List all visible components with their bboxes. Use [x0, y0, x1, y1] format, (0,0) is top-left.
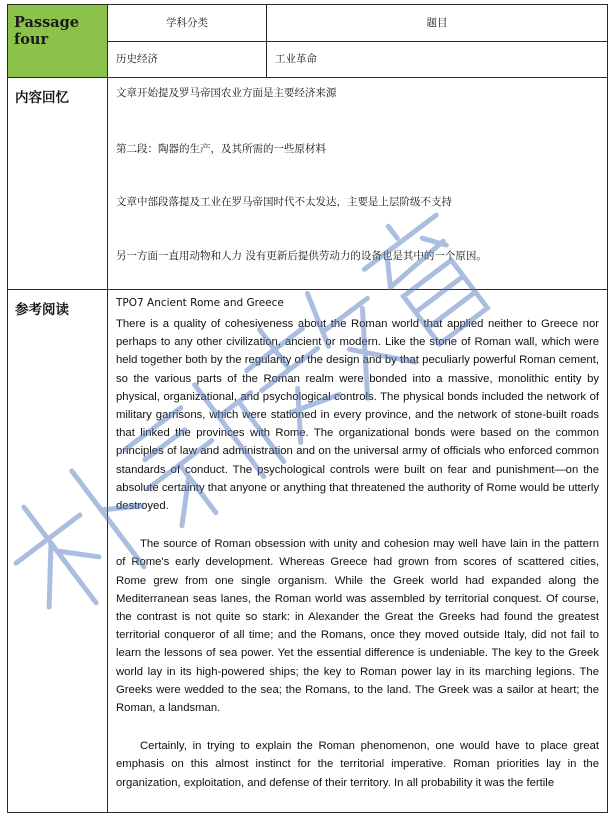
reading-content — [108, 290, 608, 813]
recall-line: 第二段：陶器的生产，及其所需的一些原材料 — [116, 143, 326, 155]
reading-paragraph: There is a quality of cohesiveness about the Roman world that applied neither to Greece nor perhaps to any other civilization, ancient or modern. Like the stone of Roman wall, which were held together both by the regularity of the design and by that peculiarly powerful Roman cement, so the various parts of the Roman realm were bonded into a massive, monolithic entity by physical, organizational, and psychological controls. The physical bonds included the network of military garrisons, which were stationed in every province, and the network of stone-built roads that linked the provinces with Rome. The organizational bonds were based on the common principles of law and administration and on the universal army of officials who enforced common standards of conduct. The psychological controls were built on fear and punishment—on the absolute certainty that anyone or anything that threatened the authority of Rome would be utterly destroyed. — [116, 318, 599, 513]
header-row — [8, 5, 608, 42]
reading-section-label: 参考阅读 — [8, 290, 108, 813]
passage-label: Passage four — [8, 5, 108, 78]
recall-row — [8, 78, 608, 290]
reading-row — [8, 290, 608, 813]
passage-table — [7, 4, 608, 813]
recall-section-label: 内容回忆 — [8, 78, 108, 290]
topic-value: 工业革命 — [267, 42, 608, 78]
recall-content — [108, 78, 608, 290]
category-value: 历史经济 — [108, 42, 267, 78]
recall-line: 文章中部段落提及工业在罗马帝国时代不太发达，主要是上层阶级不支持 — [116, 196, 452, 208]
reading-title: TPO7 Ancient Rome and Greece — [116, 297, 284, 309]
category-header: 学科分类 — [108, 5, 267, 42]
document-page — [7, 4, 607, 794]
topic-header: 题目 — [267, 5, 608, 42]
recall-line: 另一方面一直用动物和人力 没有更新后提供劳动力的设备也是其中的一个原因。 — [116, 250, 487, 262]
reading-paragraph: Certainly, in trying to explain the Roman phenomenon, one would have to place great emphasis on this almost instinct for the territorial imperative. Roman priorities lay in the organization, exploitation, and defense of their territory. In all probability it was the fertile — [116, 740, 599, 789]
recall-line: 文章开始提及罗马帝国农业方面是主要经济来源 — [116, 87, 337, 99]
reading-paragraph: The source of Roman obsession with unity and cohesion may well have lain in the pattern of Rome's early development. Whereas Greece had grown from scores of scattered cities, Rome grew from one single organism. While the Greek world had expanded along the Mediterranean seas lanes, the Roman world was assembled by territorial conquest. Of course, the contrast is not quite so stark: in Alexander the Great the Greeks had found the greatest territorial conqueror of all time; and the Romans, once they moved outside Italy, did not fail to learn the lessons of sea power. Yet the essential difference is undeniable. The key to the Greek world lay in its high-powered ships; the key to Roman power lay in its marching legions. The Greeks were wedded to the sea; the Romans, to the land. The Greek was a sailor at heart; the Roman, a landsman. — [116, 538, 599, 715]
